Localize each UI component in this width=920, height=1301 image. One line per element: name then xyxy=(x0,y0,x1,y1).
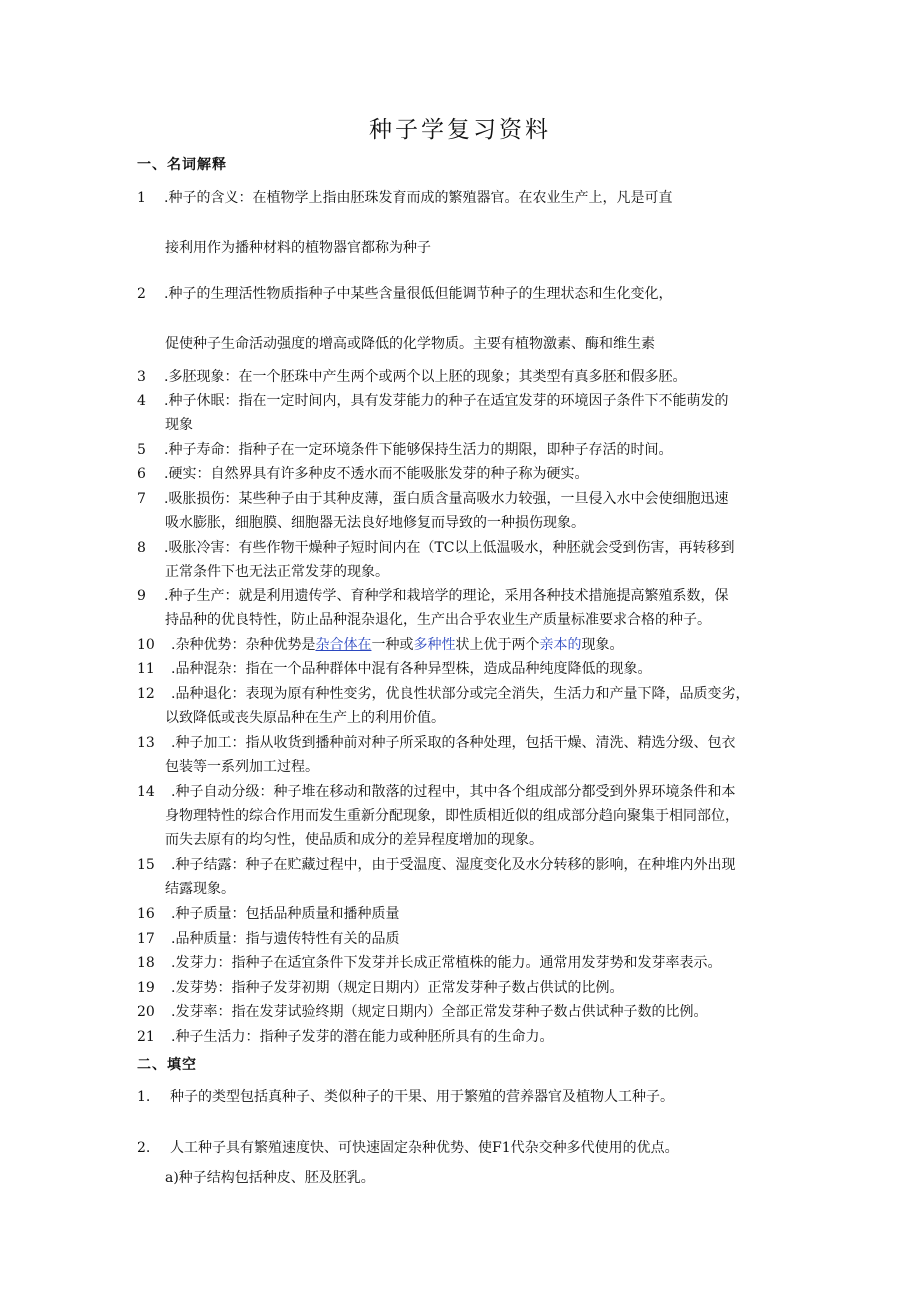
item-number: 16 xyxy=(137,906,155,922)
item-text: .吸胀冷害：有些作物干燥种子短时间内在（TC以上低温吸水，种胚就会受到伤害，再转移到 xyxy=(164,540,735,556)
definition-item-4 xyxy=(137,389,797,437)
item-number: 20 xyxy=(137,1004,155,1020)
item-text-continued: 现象 xyxy=(165,417,193,433)
item-text: .种子休眠：指在一定时间内，具有发芽能力的种子在适宜发芽的环境因子条件下不能萌发的 xyxy=(164,393,729,409)
definition-item-16 xyxy=(137,902,797,926)
item-text: .发芽力：指种子在适宜条件下发芽并长成正常植株的能力。通常用发芽势和发芽率表示。 xyxy=(171,955,722,971)
item-text xyxy=(171,633,623,657)
item-number: 17 xyxy=(137,931,155,947)
definition-item-7 xyxy=(137,487,797,535)
item-number: 12 xyxy=(137,686,155,702)
item-text-part: 状上优于两个 xyxy=(455,637,540,653)
item-text-continued: 正常条件下也无法正常发芽的现象。 xyxy=(165,564,389,580)
item-text: .种子结露：种子在贮藏过程中，由于受温度、湿度变化及水分转移的影响，在种堆内外出现 xyxy=(171,857,736,873)
definition-item-20 xyxy=(137,1000,797,1024)
item-text-continued: 接利用作为播种材料的植物器官都称为种子 xyxy=(165,240,431,256)
definition-item-14 xyxy=(137,780,797,852)
item-text-continued: 以致降低或丧失原品种在生产上的利用价值。 xyxy=(165,710,445,726)
definition-item-11 xyxy=(137,657,797,681)
fill-item-2 xyxy=(137,1136,797,1160)
definition-item-6 xyxy=(137,462,797,486)
item-text: .吸胀损伤：某些种子由于其种皮薄，蛋白质含量高吸水力较强，一旦侵入水中会使细胞迅速 xyxy=(164,491,729,507)
item-text-continued: 促使种子生命活动强度的增高或降低的化学物质。主要有植物激素、酶和维生素 xyxy=(165,336,655,352)
item-text-continued: 身物理特性的综合作用而发生重新分配现象，即性质相近似的组成部分趋向聚集于相同部位， xyxy=(165,808,739,824)
fill-item-1 xyxy=(137,1085,797,1109)
item-text: .发芽率：指在发芽试验终期（规定日期内）全部正常发芽种子数占供试种子数的比例。 xyxy=(171,1004,708,1020)
definition-item-21 xyxy=(137,1025,797,1049)
definition-item-3 xyxy=(137,365,797,389)
item-text: .品种混杂：指在一个品种群体中混有各种异型株，造成品种纯度降低的现象。 xyxy=(171,661,652,677)
item-text: .硬实：自然界具有许多种皮不透水而不能吸胀发芽的种子称为硬实。 xyxy=(164,466,589,482)
item-text: .种子生活力：指种子发芽的潜在能力或种胚所具有的生命力。 xyxy=(171,1029,554,1045)
item-number: 19 xyxy=(137,980,155,996)
item-text: .种子的生理活性物质指种子中某些含量很低但能调节种子的生理状态和生化变化， xyxy=(164,286,673,302)
item-text-part: .杂种优势：杂种优势是 xyxy=(171,637,316,653)
definition-item-9 xyxy=(137,584,797,632)
item-number: 10 xyxy=(137,637,155,653)
definition-item-10 xyxy=(137,633,797,657)
definition-item-12 xyxy=(137,682,797,730)
definition-item-15 xyxy=(137,853,797,901)
section-heading-definitions: 一、名词解释 xyxy=(137,157,227,173)
item-number: 21 xyxy=(137,1029,155,1045)
item-number: 2. xyxy=(137,1140,151,1156)
definition-item-5 xyxy=(137,438,797,462)
item-text: .种子寿命：指种子在一定环境条件下能够保持生活力的期限，即种子存活的时间。 xyxy=(164,442,673,458)
item-number: 9 xyxy=(137,588,146,604)
link-multiple-traits[interactable]: 多种性 xyxy=(413,637,456,653)
section-heading-fill-in: 二、填空 xyxy=(137,1057,197,1073)
item-text-part: 现象。 xyxy=(581,637,624,653)
definition-item-18 xyxy=(137,951,797,975)
item-text: .种子自动分级：种子堆在移动和散落的过程中，其中各个组成部分都受到外界环境条件和本 xyxy=(171,784,736,800)
item-text-continued: 包装等一系列加工过程。 xyxy=(165,759,319,775)
item-text: .多胚现象：在一个胚珠中产生两个或两个以上胚的现象；其类型有真多胚和假多胚。 xyxy=(164,369,687,385)
document-title: 种子学复习资料 xyxy=(369,117,551,143)
item-text: .种子生产：就是利用遗传学、育种学和栽培学的理论，采用各种技术措施提高繁殖系数，保 xyxy=(164,588,729,604)
definition-item-1 xyxy=(137,186,797,256)
item-number: 3 xyxy=(137,369,146,385)
item-text: .发芽势：指种子发芽初期（规定日期内）正常发芽种子数占供试的比例。 xyxy=(171,980,624,996)
item-text-part: 一种或 xyxy=(371,637,414,653)
item-text: 人工种子具有繁殖速度快、可快速固定杂种优势、使F1代杂交种多代使用的优点。 xyxy=(170,1140,679,1156)
item-text: 种子的类型包括真种子、类似种子的干果、用于繁殖的营养器官及植物人工种子。 xyxy=(170,1089,674,1105)
item-number: 1 xyxy=(137,190,146,206)
item-text: .种子质量：包括品种质量和播种质量 xyxy=(171,906,400,922)
definition-item-17 xyxy=(137,927,797,951)
item-number: 4 xyxy=(137,393,146,409)
item-text: .品种退化：表现为原有种性变劣，优良性状部分或完全消失，生活力和产量下降，品质变劣， xyxy=(171,686,750,702)
definition-item-19 xyxy=(137,976,797,1000)
item-number: 2 xyxy=(137,286,146,302)
item-number: 8 xyxy=(137,540,146,556)
fill-sub-item-a: a)种子结构包括种皮、胚及胚乳。 xyxy=(165,1170,375,1186)
item-text: .种子的含义：在植物学上指由胚珠发育而成的繁殖器官。在农业生产上，凡是可直 xyxy=(164,190,673,206)
item-number: 11 xyxy=(137,661,155,677)
definition-item-13 xyxy=(137,731,797,779)
item-text-continued: 持品种的优良特性，防止品种混杂退化，生产出合乎农业生产质量标准要求合格的种子。 xyxy=(165,612,711,628)
link-heterozygote[interactable]: 杂合体在 xyxy=(315,637,372,653)
definition-item-2 xyxy=(137,282,797,352)
item-number: 13 xyxy=(137,735,155,751)
item-text: .种子加工：指从收货到播种前对种子所采取的各种处理，包括干燥、清洗、精选分级、包衣 xyxy=(171,735,736,751)
item-text-continued: 吸水膨胀，细胞膜、细胞器无法良好地修复而导致的一种损伤现象。 xyxy=(165,515,585,531)
item-number: 6 xyxy=(137,466,146,482)
item-text-continued: 而失去原有的均匀性，使品质和成分的差异程度增加的现象。 xyxy=(165,832,543,848)
item-number: 15 xyxy=(137,857,155,873)
item-number: 14 xyxy=(137,784,155,800)
item-number: 5 xyxy=(137,442,146,458)
item-text: .品种质量：指与遗传特性有关的品质 xyxy=(171,931,400,947)
item-number: 18 xyxy=(137,955,155,971)
item-number: 1. xyxy=(137,1089,151,1105)
item-number: 7 xyxy=(137,491,146,507)
link-parents[interactable]: 亲本的 xyxy=(539,637,582,653)
item-text-continued: 结露现象。 xyxy=(165,881,235,897)
definition-item-8 xyxy=(137,536,797,584)
